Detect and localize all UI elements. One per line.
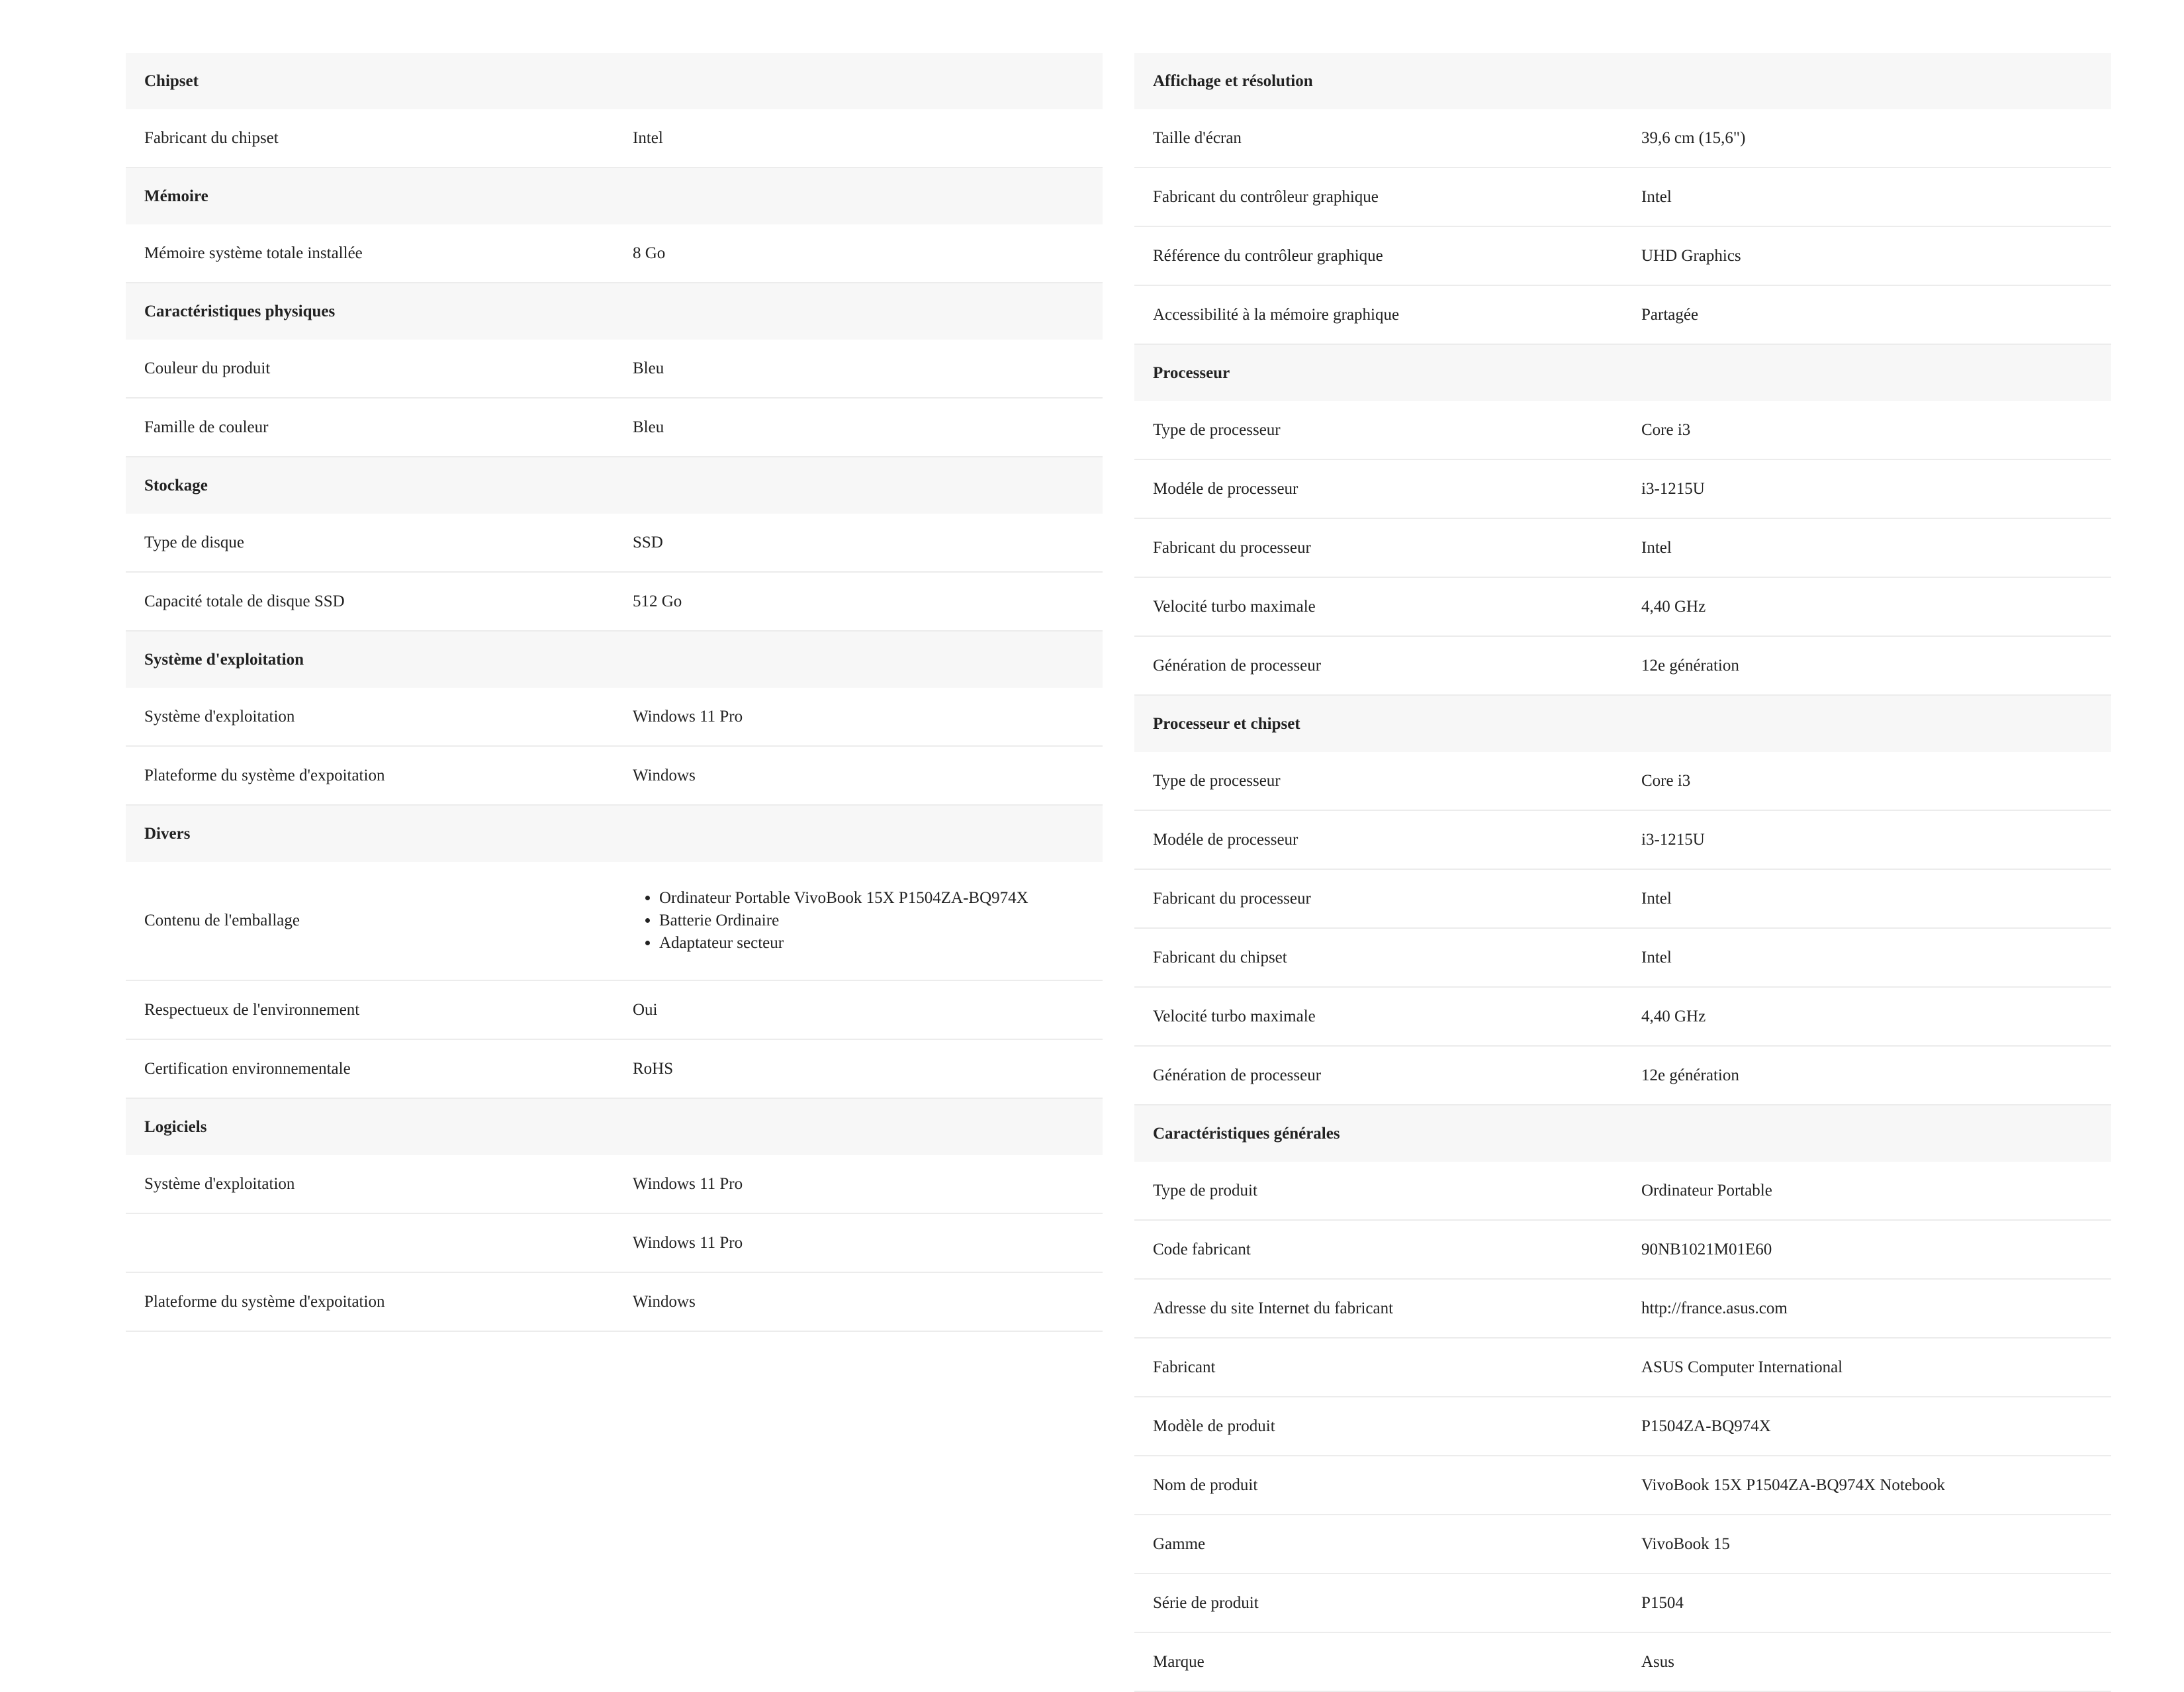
spec-group-header (1134, 344, 2111, 401)
spec-value: ASUS Computer International (1623, 1338, 2111, 1397)
spec-value-list (614, 862, 1103, 980)
spec-row (1134, 167, 2111, 226)
spec-label: Génération de processeur (1134, 636, 1623, 695)
spec-row (126, 862, 1103, 980)
spec-row (1134, 1046, 2111, 1105)
spec-group-header (126, 283, 1103, 340)
spec-label: Marque (1134, 1632, 1623, 1691)
spec-label: Respectueux de l'environnement (126, 980, 614, 1039)
spec-value: P1504 (1623, 1574, 2111, 1632)
spec-label: Couleur du produit (126, 340, 614, 398)
spec-label: Capacité totale de disque SSD (126, 572, 614, 631)
spec-value: Intel (1623, 928, 2111, 987)
spec-row (126, 980, 1103, 1039)
group-title-chipset: Chipset (126, 53, 1103, 109)
spec-group-header (126, 805, 1103, 862)
spec-value: RoHS (614, 1039, 1103, 1098)
left-spec-column (126, 53, 1103, 1332)
spec-row (126, 1155, 1103, 1213)
group-title-caracteristiques-generales: Caractéristiques générales (1134, 1105, 2111, 1162)
left-spec-table (126, 53, 1103, 1332)
spec-row (126, 340, 1103, 398)
spec-row (1134, 109, 2111, 167)
spec-row (1134, 1220, 2111, 1279)
spec-row (126, 572, 1103, 631)
spec-row (1134, 636, 2111, 695)
spec-row (1134, 577, 2111, 636)
spec-value: Windows (614, 1272, 1103, 1331)
spec-label: Nom de produit (1134, 1456, 1623, 1515)
group-title-processeur-et-chipset: Processeur et chipset (1134, 695, 2111, 752)
spec-value: Windows 11 Pro (614, 1155, 1103, 1213)
spec-row (1134, 285, 2111, 344)
spec-row (1134, 987, 2111, 1046)
spec-row (1134, 1456, 2111, 1515)
spec-row (126, 688, 1103, 746)
spec-label: Contenu de l'emballage (126, 862, 614, 980)
spec-label: Série de produit (1134, 1574, 1623, 1632)
spec-group-header (1134, 695, 2111, 752)
spec-row (1134, 810, 2111, 869)
spec-value: 4,40 GHz (1623, 987, 2111, 1046)
spec-value: Bleu (614, 398, 1103, 457)
spec-label: Mémoire système totale installée (126, 224, 614, 283)
spec-value: 12e génération (1623, 636, 2111, 695)
spec-value: i3-1215U (1623, 459, 2111, 518)
spec-label: Fabricant du contrôleur graphique (1134, 167, 1623, 226)
spec-group-header (1134, 53, 2111, 109)
spec-row (1134, 518, 2111, 577)
spec-row (126, 1272, 1103, 1331)
spec-value: Partagée (1623, 285, 2111, 344)
spec-label: Fabricant du chipset (126, 109, 614, 167)
spec-row (1134, 928, 2111, 987)
spec-row (1134, 226, 2111, 285)
right-spec-column (1134, 53, 2111, 1692)
spec-value: Windows 11 Pro (614, 1213, 1103, 1272)
spec-row (126, 398, 1103, 457)
spec-label: Code fabricant (1134, 1220, 1623, 1279)
spec-label: Système d'exploitation (126, 1155, 614, 1213)
spec-label: Gamme (1134, 1515, 1623, 1574)
group-title-caracteristiques-physiques: Caractéristiques physiques (126, 283, 1103, 340)
spec-value: Core i3 (1623, 401, 2111, 459)
group-title-divers: Divers (126, 805, 1103, 862)
spec-value: Ordinateur Portable (1623, 1162, 2111, 1220)
spec-label: Adresse du site Internet du fabricant (1134, 1279, 1623, 1338)
spec-label: Type de disque (126, 514, 614, 572)
spec-row (126, 514, 1103, 572)
spec-value: Intel (1623, 518, 2111, 577)
spec-value: P1504ZA-BQ974X (1623, 1397, 2111, 1456)
spec-row (1134, 869, 2111, 928)
spec-group-header (1134, 1105, 2111, 1162)
package-contents-list (633, 887, 1084, 955)
spec-row (1134, 1632, 2111, 1691)
spec-row (126, 224, 1103, 283)
spec-value: i3-1215U (1623, 810, 2111, 869)
spec-label: Type de processeur (1134, 401, 1623, 459)
spec-group-header (126, 631, 1103, 688)
spec-label: Taille d'écran (1134, 109, 1623, 167)
spec-value: UHD Graphics (1623, 226, 2111, 285)
spec-row (126, 109, 1103, 167)
spec-label: Fabricant (1134, 1338, 1623, 1397)
spec-value: Windows 11 Pro (614, 688, 1103, 746)
spec-group-header (126, 167, 1103, 224)
spec-value: http://france.asus.com (1623, 1279, 2111, 1338)
spec-value: VivoBook 15 (1623, 1515, 2111, 1574)
spec-row (126, 1039, 1103, 1098)
list-item: • Adaptateur secteur (659, 932, 1084, 955)
spec-label: Fabricant du chipset (1134, 928, 1623, 987)
spec-row (126, 1213, 1103, 1272)
spec-value: Bleu (614, 340, 1103, 398)
spec-label: Velocité turbo maximale (1134, 987, 1623, 1046)
spec-value: VivoBook 15X P1504ZA-BQ974X Notebook (1623, 1456, 2111, 1515)
spec-row (1134, 1338, 2111, 1397)
spec-value: Core i3 (1623, 752, 2111, 810)
spec-group-header (126, 457, 1103, 514)
list-item: • Batterie Ordinaire (659, 910, 1084, 932)
spec-value: 39,6 cm (15,6") (1623, 109, 2111, 167)
spec-label: Famille de couleur (126, 398, 614, 457)
right-spec-table (1134, 53, 2111, 1692)
spec-value: Windows (614, 746, 1103, 805)
spec-row (1134, 459, 2111, 518)
spec-row (1134, 1162, 2111, 1220)
spec-label: Fabricant du processeur (1134, 869, 1623, 928)
spec-label: Type de processeur (1134, 752, 1623, 810)
spec-label: Référence du contrôleur graphique (1134, 226, 1623, 285)
spec-row (1134, 1279, 2111, 1338)
spec-label: Type de produit (1134, 1162, 1623, 1220)
spec-label: Certification environnementale (126, 1039, 614, 1098)
spec-value: Intel (1623, 869, 2111, 928)
spec-value: 512 Go (614, 572, 1103, 631)
spec-value: 8 Go (614, 224, 1103, 283)
spec-value: SSD (614, 514, 1103, 572)
spec-group-header (126, 1098, 1103, 1155)
spec-row (1134, 1397, 2111, 1456)
spec-row (1134, 1515, 2111, 1574)
spec-label: Plateforme du système d'expoitation (126, 746, 614, 805)
spec-group-header (126, 53, 1103, 109)
spec-label: Modéle de processeur (1134, 459, 1623, 518)
spec-value: Intel (614, 109, 1103, 167)
spec-label: Génération de processeur (1134, 1046, 1623, 1105)
spec-label (126, 1213, 614, 1272)
spec-value: 4,40 GHz (1623, 577, 2111, 636)
spec-row (1134, 752, 2111, 810)
group-title-memoire: Mémoire (126, 167, 1103, 224)
spec-label: Modéle de processeur (1134, 810, 1623, 869)
spec-value: 12e génération (1623, 1046, 2111, 1105)
spec-row (126, 746, 1103, 805)
group-title-systeme-d-exploitation: Système d'exploitation (126, 631, 1103, 688)
group-title-logiciels: Logiciels (126, 1098, 1103, 1155)
spec-label: Modèle de produit (1134, 1397, 1623, 1456)
spec-value: Intel (1623, 167, 2111, 226)
spec-row (1134, 1574, 2111, 1632)
group-title-stockage: Stockage (126, 457, 1103, 514)
spec-label: Système d'exploitation (126, 688, 614, 746)
group-title-processeur: Processeur (1134, 344, 2111, 401)
spec-label: Plateforme du système d'expoitation (126, 1272, 614, 1331)
spec-label: Velocité turbo maximale (1134, 577, 1623, 636)
spec-label: Accessibilité à la mémoire graphique (1134, 285, 1623, 344)
group-title-affichage-et-resolution: Affichage et résolution (1134, 53, 2111, 109)
spec-label: Fabricant du processeur (1134, 518, 1623, 577)
spec-value: Asus (1623, 1632, 2111, 1691)
spec-row (1134, 401, 2111, 459)
list-item: • Ordinateur Portable VivoBook 15X P1504ZA-BQ974X (659, 887, 1084, 910)
spec-value: Oui (614, 980, 1103, 1039)
spec-value: 90NB1021M01E60 (1623, 1220, 2111, 1279)
